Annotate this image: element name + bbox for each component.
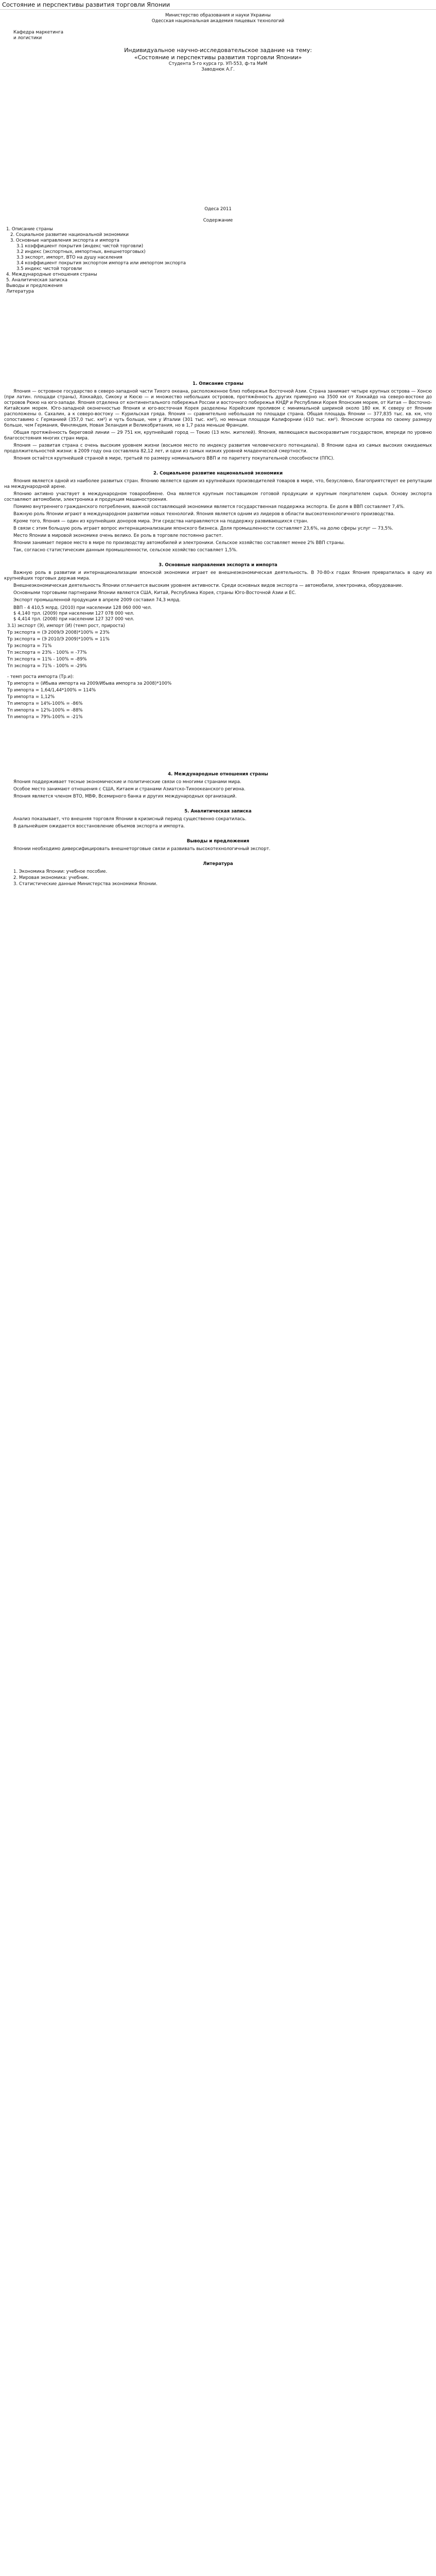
conclusions-heading: Выводы и предложения (186, 839, 250, 844)
gdp-line: $ 4,140 трл. (2009) при населении 127 078 000 чел. (13, 611, 134, 616)
city-year: Одеса 2011 (204, 207, 232, 212)
paragraph: Япония является членом ВТО, МВФ, Всемирного банка и других международных организаций. (13, 794, 237, 799)
paragraph: Так, согласно статистическим данным промышленности, сельское хозяйство составляет 1,5%. (13, 548, 238, 553)
literature-item: 2. Мировая экономика: учебник. (13, 875, 89, 880)
toc-item: 5. Аналитическая записка (6, 278, 68, 283)
window-title: Состояние и перспективы развития торговли Японии (0, 0, 436, 10)
gdp-lines (4, 605, 432, 622)
literature-list (4, 869, 432, 887)
section-5-body (4, 817, 432, 829)
export-formulas (4, 630, 432, 669)
conclusions-body (4, 846, 432, 852)
academy-line: Одесская национальная академия пищевых технологий (151, 19, 285, 24)
formula-line: Тп импорта = 79%-100% = -21% (7, 715, 83, 720)
table-of-contents (4, 227, 432, 295)
formula-line: Тп экспорта = 11% - 100% = -89% (7, 657, 87, 662)
toc-item: 3.3 экспорт, импорт, ВТО на душу населения (16, 255, 123, 260)
paragraph: Японии занимает первое место в мире по производству автомобилей и электроники. Сельское хозяйство составляет менее 2% ВВП страны. (13, 540, 345, 546)
section-5-heading: 5. Аналитическая записка (184, 809, 252, 814)
document-body (0, 10, 436, 894)
import-formulas (4, 681, 432, 720)
toc-item: 2. Социальное развитие национальной экономики (10, 232, 129, 238)
paragraph: Кроме того, Япония — один из крупнейших доноров мира. Эти средства направляются на поддержку развивающихся стран. (13, 519, 308, 524)
section-2-heading: 2. Социальное развитие национальной экономики (153, 471, 283, 476)
literature-item: 3. Статистические данные Министерства экономики Японии. (13, 882, 158, 887)
formula-line: Тп экспорта = 71% - 100% = -29% (7, 664, 87, 669)
toc-item: 3.2 индекс (экспортных, импортных, внешнеторговых) (16, 249, 146, 255)
paragraph: В связи с этим большую роль играет вопрос интернационализации японского бизнеса. Доля промышленности составляет 23,6%, на долю сферы услуг — 73,5%. (13, 526, 393, 531)
paragraph: Место Японии в мировой экономике очень велико. Ее роль в торговле постоянно растет. (13, 533, 223, 538)
paragraph: Внешнеэкономическая деятельность Японии отличается высоким уровнем активности. Среди основных видов экспорта — автомобили, электроника, оборудование. (13, 583, 403, 588)
paragraph: Япония — развитая страна с очень высоким уровнем жизни (восьмое место по индексу развития человеческого потенциала). В Японии одна из самых высоких ожидаемых продолжительностей жизни: в 2009 году она составляла 82,12 лет, и одни из самых низких уровней младенческой смертности. (4, 443, 432, 454)
toc-item: 4. Международные отношения страны (6, 272, 97, 277)
section-2-body (4, 479, 432, 553)
paragraph: Помимо внутреннего гражданского потребления, важной составляющей экономики является государственная поддержка экспорта. Ее доля в ВВП составляет 7,4%. (13, 504, 405, 510)
paragraph: Общая протяжённость береговой линии — 29 751 км, крупнейший город — Токио (13 млн. жителей). Япония, являющаяся высокоразвитым государством, впереди по уровню благосостояния многих стран мира. (4, 430, 432, 441)
ministry-line: Министерство образования и науки Украины (165, 13, 271, 18)
index-note: 3.1) экспорт (Э), импорт (И) (темп рост, прироста) (7, 623, 125, 629)
department-line-1: Кафедра маркетинга (13, 30, 64, 35)
title-page (4, 13, 432, 224)
paragraph: Экспорт промышленной продукции в апреле 2009 составил 74,3 млрд. (13, 598, 181, 603)
topic-title: «Состояние и перспективы развития торговли Японии» (134, 54, 302, 61)
formula-line: Тр импорта = (Ибыва импорта на 2009/Ибыва импорта за 2008)*100% (7, 681, 172, 686)
literature-heading: Литература (203, 861, 233, 867)
toc-item: 3.5 индекс чистой торговли (16, 266, 82, 272)
department-line-2: и логистики (13, 36, 42, 41)
toc-item: 3.4 коэффициент покрытия экспортом импорта или импортом экспорта (16, 261, 186, 266)
formula-line: Тп экспорта = 23% - 100% = -77% (7, 650, 87, 655)
paragraph: Основными торговыми партнерами Японии являются США, Китай, Республика Корея, страны Юго-Восточной Азии и ЕС. (13, 590, 297, 596)
toc-item: 1. Описание страны (6, 227, 53, 232)
student-line: Студента 5-го курса гр. УП-553, ф-та МиМ (168, 61, 268, 66)
section-3-heading: 3. Основные направления экспорта и импорта (159, 563, 277, 568)
formula-line: Тр импорта = 1,64/1,44*100% = 114% (7, 688, 96, 693)
paragraph: Япония остаётся крупнейшей страной в мире, третьей по размеру номинального ВВП и по паритету покупательной способности (ППС). (13, 456, 335, 461)
section-1-body (4, 389, 432, 462)
author-line: Заводнюк А.Г. (201, 67, 235, 72)
formula-line: Тр экспорта = (Э 2009/Э 2008)*100% = 23% (7, 630, 110, 635)
import-heading: - темп роста импорта (Тр.и): (7, 674, 74, 680)
section-1-heading: 1. Описание страны (193, 381, 243, 386)
toc-heading: Содержание (203, 218, 233, 223)
paragraph: В дальнейшем ожидается восстановление объемов экспорта и импорта. (13, 824, 185, 829)
literature-item: 1. Экономика Японии: учебное пособие. (13, 869, 108, 874)
toc-item: Выводы и предложения (6, 283, 63, 289)
formula-line: Тр экспорта = (Э 2010/Э 2009)*100% = 11% (7, 637, 110, 642)
toc-item: 3.1 коэффициент покрытия (индекс чистой торговли) (16, 244, 144, 249)
paragraph: Японию активно участвует в международном товарообмене. Она является крупным поставщиком готовой продукции и крупным покупателем сырья. Основу экспорта составляют автомобили, электроника и продукция машиностроения. (4, 492, 432, 502)
section-4-heading: 4. Международные отношения страны (168, 772, 268, 777)
formula-line: Тр экспорта = 71% (7, 643, 52, 649)
paragraph: Японии необходимо диверсифицировать внешнеторговые связи и развивать высокотехнологичный экспорт. (13, 846, 271, 852)
section-3-body (4, 570, 432, 603)
paragraph: Япония является одной из наиболее развитых стран. Японию является одним из крупнейших производителей товаров в мире, что, безусловно, благоприятствует ее репутации на международной арене. (4, 479, 432, 489)
paragraph: Япония — островное государство в северо-западной части Тихого океана, расположенное близ побережья Восточной Азии. Страна занимает четыре крупных острова — Хонсю (при латин. площади страны), Хоккайдо, Сикоку и Кюсю — и множество небольших островов, протяжённость других примерно на 3500 км от Хоккайдо на северо-востоке до островов Рюкю на юго-западе. Япония отделена от континентального побережья России и восточного побережья КНДР и Республики Корея Японским морем, от Китая — Восточно-Китайским морем. Юго-западной оконечностью Япония и юго-восточная Корея разделены Корейским проливом с минимальной шириной около 180 км. К северу от Японии расположены о. Сахалин, а к северо-востоку — Курильская гряда. Япония — сравнительно небольшая по площади страна. Общая площадь Японии — 377,835 тыс. кв. км, что сопоставимо с Германией (357,0 тыс. км²) и чуть больше, чем у Италии (301 тыс. км²), но меньше площади Калифорнии (410 тыс. км²). Японские острова по своему размеру больше, чем Германия, Финляндия, Новая Зеландия и Великобритания, но в 1,7 раза меньше Франции. (4, 389, 432, 428)
paragraph: Важную роль Японии играют в международном развитии новых технологий. Япония является одним из лидеров в области высокотехнологичного производства. (13, 512, 395, 517)
toc-item: Литература (6, 289, 34, 294)
paragraph: Анализ показывает, что внешняя торговля Японии в кризисный период существенно сократилась. (13, 817, 247, 822)
formula-line: Тп импорта = 14%-100% = -86% (7, 701, 83, 706)
gdp-line: $ 4,414 трл. (2008) при населении 127 327 000 чел. (13, 617, 134, 622)
task-title: Индивидуальное научно-исследовательское задание на тему: (124, 47, 312, 54)
formula-line: Тп импорта = 12%-100% = -88% (7, 708, 83, 713)
toc-item: 3. Основные направления экспорта и импорта (10, 238, 119, 243)
paragraph: Важную роль в развитии и интернационализации японской экономики играет ее внешнеэкономическая деятельность. В 70-80-х годах Япония превратилась в одну из крупнейших торговых держав мира. (4, 570, 432, 581)
section-4-body (4, 779, 432, 800)
paragraph: Япония поддерживает тесные экономические и политические связи со многими странами мира. (13, 779, 241, 785)
gdp-line: ВВП - 4 410,5 млрд. (2010) при населении 128 060 000 чел. (13, 605, 152, 611)
paragraph: Особое место занимают отношения с США, Китаем и странами Азиатско-Тихоокеанского региона. (13, 787, 246, 792)
formula-line: Тр импорта = 1,12% (7, 694, 55, 700)
